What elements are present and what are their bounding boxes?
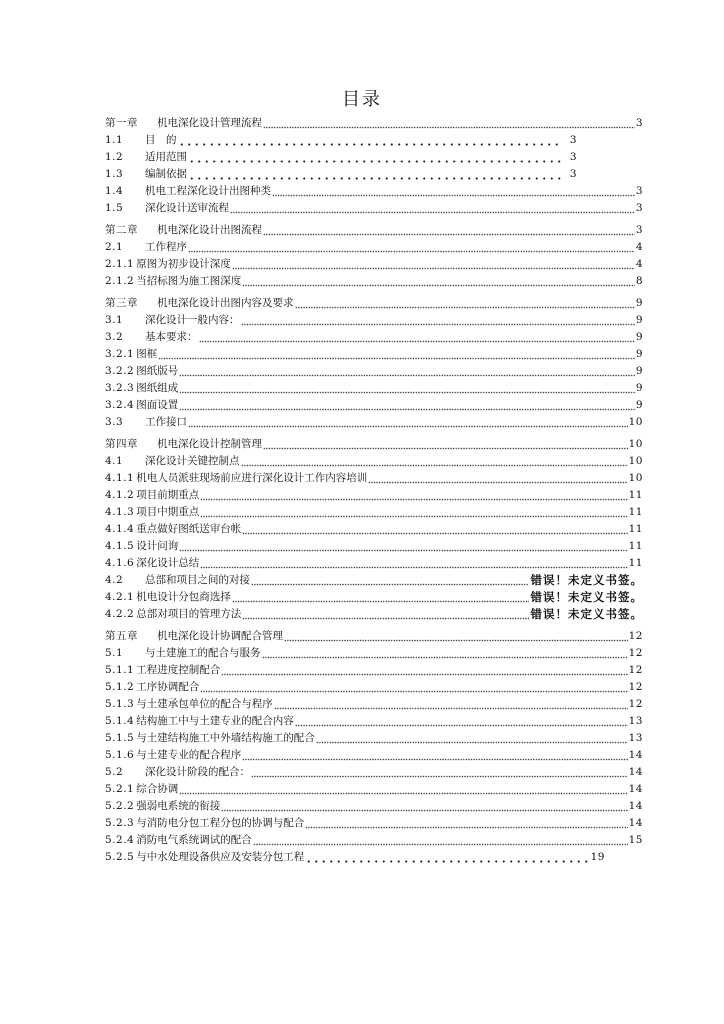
toc-page-number: 10	[628, 472, 643, 484]
toc-entry-number: 2.1	[105, 241, 124, 253]
toc-entry-number: 5.1.6	[105, 749, 135, 761]
toc-page-number: 3	[635, 202, 643, 214]
toc-entry[interactable]	[105, 572, 643, 589]
toc-page-number: 12	[628, 698, 643, 710]
toc-page-number: 4	[635, 241, 643, 253]
toc-entry[interactable]	[105, 730, 643, 747]
toc-entry[interactable]	[105, 166, 577, 183]
dot-leader	[178, 134, 563, 146]
toc-entry-label: 与土建施工的配合与服务	[145, 647, 261, 659]
dot-leader	[179, 783, 627, 795]
toc-entry-number: 第四章	[105, 438, 138, 450]
toc-page-number: 12	[628, 630, 643, 642]
toc-entry-number: 1.2	[105, 151, 124, 163]
dot-leader	[232, 258, 635, 270]
toc-page-number: 14	[628, 817, 643, 829]
toc-page-number: 3	[569, 134, 577, 146]
toc-entry-number: 4.2.1	[105, 591, 135, 603]
toc-page-number: 11	[628, 523, 643, 535]
dot-leader	[241, 455, 628, 467]
toc-entry-label: 编制依据	[145, 168, 187, 180]
toc-entry-number: 3.3	[105, 416, 124, 428]
toc-page-number: 3	[569, 151, 577, 163]
toc-page-number: 3	[635, 117, 643, 129]
toc-page-number: 3	[635, 224, 643, 236]
toc-entry-number: 1.4	[105, 185, 124, 197]
dot-leader	[368, 472, 627, 484]
toc-entry-number: 4.2.2	[105, 608, 135, 620]
toc-entry[interactable]	[105, 521, 643, 538]
toc-page-number: 9	[635, 399, 643, 411]
toc-entry[interactable]	[105, 849, 605, 866]
toc-entry-label: 工程进度控制配合	[136, 664, 221, 676]
toc-page-number: 10	[628, 416, 643, 428]
toc-chapter-entry[interactable]	[105, 436, 643, 453]
dot-leader	[199, 331, 635, 343]
toc-entry-number: 第一章	[105, 117, 138, 129]
toc-entry-number: 5.1.1	[105, 664, 135, 676]
toc-page-number: 14	[628, 800, 643, 812]
dot-leader	[188, 151, 563, 163]
toc-entry-label: 机电深化设计出图内容及要求	[157, 297, 294, 309]
toc-entry-number: 4.1	[105, 455, 124, 467]
toc-entry-label: 机电深化设计协调配合管理	[157, 630, 283, 642]
toc-page-number: 14	[628, 766, 643, 778]
toc-entry-label: 深化设计总结	[136, 557, 200, 569]
toc-entry-number: 5.1.2	[105, 681, 135, 693]
toc-entry-label: 与土建结构施工中外墙结构施工的配合	[136, 732, 315, 744]
dot-leader	[230, 202, 635, 214]
dot-leader	[262, 647, 628, 659]
toc-chapter-entry[interactable]	[105, 115, 643, 132]
toc-entry[interactable]	[105, 273, 643, 290]
toc-entry[interactable]	[105, 397, 643, 414]
dot-leader	[179, 365, 635, 377]
toc-entry-number: 3.1	[105, 314, 124, 326]
toc-entry-label: 图纸版号	[136, 365, 179, 377]
toc-entry-number: 5.2.3	[105, 817, 135, 829]
toc-entry-label: 与土建承包单位的配合与程序	[136, 698, 273, 710]
toc-entry-label: 深化设计送审流程	[145, 202, 229, 214]
toc-entry[interactable]	[105, 256, 643, 273]
toc-entry[interactable]	[105, 132, 577, 149]
toc-entry[interactable]	[105, 329, 643, 346]
toc-entry-number: 5.2.1	[105, 783, 135, 795]
toc-entry-label: 与消防电分包工程分包的协调与配合	[136, 817, 305, 829]
toc-entry[interactable]	[105, 696, 643, 713]
toc-entry[interactable]	[105, 183, 643, 200]
toc-page-number: 14	[628, 783, 643, 795]
toc-entry-number: 5.1.3	[105, 698, 135, 710]
toc-entry-number: 4.1.6	[105, 557, 135, 569]
toc-entry[interactable]	[105, 781, 643, 798]
dot-leader	[263, 117, 635, 129]
toc-page-number: 13	[628, 715, 643, 727]
toc-page-number: 9	[635, 365, 643, 377]
toc-entry[interactable]	[105, 764, 643, 781]
toc-entry-number: 2.1.1	[105, 258, 135, 270]
toc-entry-label: 综合协调	[136, 783, 179, 795]
toc-entry[interactable]	[105, 606, 643, 623]
dot-leader	[284, 630, 628, 642]
toc-entry-label: 与土建专业的配合程序	[136, 749, 242, 761]
toc-entry[interactable]	[105, 832, 643, 849]
toc-entry-label: 当招标图为施工图深度	[136, 275, 242, 287]
toc-entry[interactable]	[105, 312, 643, 329]
toc-entry-label: 机电设计分包商选择	[136, 591, 231, 603]
toc-entry-label: 重点做好图纸送审台帐	[136, 523, 242, 535]
toc-entry-number: 3.2.4	[105, 399, 135, 411]
toc-page-number: 11	[628, 557, 643, 569]
toc-entry-number: 5.1	[105, 647, 124, 659]
toc-entry-label: 深化设计一般内容：	[145, 314, 240, 326]
toc-page-number: 15	[628, 834, 643, 846]
toc-entry-number: 4.1.5	[105, 540, 135, 552]
toc-entry-label: 结构施工中与土建专业的配合内容	[136, 715, 294, 727]
dot-leader	[316, 732, 628, 744]
dot-leader	[242, 749, 627, 761]
toc-page-number: 11	[628, 506, 643, 518]
toc-entry-number: 1.1	[105, 134, 124, 146]
dot-leader	[241, 314, 635, 326]
toc-entry-label: 总部对项目的管理方法	[136, 608, 242, 620]
toc-page-number: 11	[628, 540, 643, 552]
table-of-contents	[105, 115, 643, 866]
toc-entry[interactable]	[105, 662, 643, 679]
toc-page-number: 3	[569, 168, 577, 180]
toc-page-number: 8	[635, 275, 643, 287]
toc-entry[interactable]	[105, 470, 643, 487]
toc-entry-label: 机电深化设计出图流程	[157, 224, 262, 236]
dot-leader	[179, 399, 635, 411]
dot-leader	[242, 608, 528, 620]
dot-leader	[251, 766, 628, 778]
toc-page-number: 10	[628, 438, 643, 450]
dot-leader	[305, 851, 589, 863]
dot-leader	[200, 506, 627, 518]
toc-entry[interactable]	[105, 149, 577, 166]
toc-entry[interactable]	[105, 200, 643, 217]
toc-entry[interactable]	[105, 679, 643, 696]
toc-entry-label: 图纸组成	[136, 382, 179, 394]
dot-leader	[295, 715, 628, 727]
toc-entry-number: 2.1.2	[105, 275, 135, 287]
toc-entry-label: 图框	[136, 348, 158, 360]
dot-leader	[305, 817, 627, 829]
toc-entry[interactable]	[105, 346, 643, 363]
dot-leader	[188, 241, 635, 253]
toc-entry-number: 4.1.3	[105, 506, 135, 518]
toc-entry-number: 4.1.1	[105, 472, 135, 484]
dot-leader	[188, 168, 563, 180]
dot-leader	[242, 275, 635, 287]
toc-entry-number: 3.2.1	[105, 348, 135, 360]
toc-entry-number: 第三章	[105, 297, 138, 309]
toc-entry-number: 1.5	[105, 202, 124, 214]
toc-entry-label: 项目中期重点	[136, 506, 200, 518]
toc-page-number: 10	[628, 455, 643, 467]
toc-page-number: 9	[635, 331, 643, 343]
toc-page-number: 12	[628, 681, 643, 693]
toc-entry-label: 工作接口	[145, 416, 187, 428]
dot-leader	[158, 348, 635, 360]
toc-entry[interactable]	[105, 487, 643, 504]
bookmark-error-text: 错误！未定义书签。	[530, 590, 643, 604]
toc-page-number: 9	[635, 314, 643, 326]
dot-leader	[200, 557, 627, 569]
toc-chapter-entry[interactable]	[105, 295, 643, 312]
toc-entry[interactable]	[105, 504, 643, 521]
bookmark-error-text: 错误！未定义书签。	[530, 573, 643, 587]
toc-entry-label: 工作程序	[145, 241, 187, 253]
toc-entry-label: 机电人员派驻现场前应进行深化设计工作内容培训	[136, 472, 368, 484]
dot-leader	[200, 489, 627, 501]
toc-entry-label: 工序协调配合	[136, 681, 200, 693]
toc-page-number: 11	[628, 489, 643, 501]
toc-chapter-entry[interactable]	[105, 222, 643, 239]
toc-entry-number: 5.2.5	[105, 851, 135, 863]
dot-leader	[221, 664, 627, 676]
toc-page-number: 3	[635, 185, 643, 197]
toc-entry-label: 适用范围	[145, 151, 187, 163]
toc-entry-number: 第五章	[105, 630, 138, 642]
dot-leader	[253, 834, 628, 846]
toc-page-number: 9	[635, 297, 643, 309]
toc-entry[interactable]	[105, 538, 643, 555]
toc-entry-label: 深化设计阶段的配合：	[145, 766, 250, 778]
toc-entry-number: 5.2	[105, 766, 124, 778]
dot-leader	[274, 698, 628, 710]
toc-entry-label: 机电工程深化设计出图种类	[145, 185, 271, 197]
toc-entry[interactable]	[105, 555, 643, 572]
dot-leader	[242, 523, 627, 535]
dot-leader	[232, 591, 529, 603]
toc-entry-number: 5.1.4	[105, 715, 135, 727]
toc-entry-label: 图面设置	[136, 399, 179, 411]
dot-leader	[263, 224, 635, 236]
dot-leader	[221, 800, 627, 812]
toc-entry[interactable]	[105, 453, 643, 470]
toc-entry-number: 1.3	[105, 168, 124, 180]
toc-entry-number: 3.2.2	[105, 365, 135, 377]
toc-entry-label: 与中水处理设备供应及安装分包工程	[136, 851, 305, 863]
toc-entry-number: 第二章	[105, 224, 138, 236]
toc-entry-number: 3.2.3	[105, 382, 135, 394]
dot-leader	[200, 681, 627, 693]
dot-leader	[263, 438, 628, 450]
toc-entry[interactable]	[105, 747, 643, 764]
toc-entry-label: 机电深化设计管理流程	[157, 117, 262, 129]
toc-entry-label: 基本要求：	[145, 331, 198, 343]
toc-entry[interactable]	[105, 589, 643, 606]
toc-entry[interactable]	[105, 713, 643, 730]
toc-entry-label: 目 的	[145, 134, 177, 146]
page-title: 目录	[342, 89, 382, 110]
toc-entry[interactable]	[105, 645, 643, 662]
toc-entry-number: 5.1.5	[105, 732, 135, 744]
toc-entry[interactable]	[105, 414, 643, 431]
toc-entry-number: 5.2.4	[105, 834, 135, 846]
toc-page-number: 4	[635, 258, 643, 270]
toc-entry-label: 强弱电系统的衔接	[136, 800, 221, 812]
toc-entry-number: 4.2	[105, 574, 124, 586]
dot-leader	[179, 540, 627, 552]
toc-entry-label: 深化设计关键控制点	[145, 455, 240, 467]
toc-entry-label: 原图为初步设计深度	[136, 258, 231, 270]
toc-entry-number: 5.2.2	[105, 800, 135, 812]
dot-leader	[251, 574, 529, 586]
toc-page-number: 12	[628, 647, 643, 659]
toc-entry-label: 项目前期重点	[136, 489, 200, 501]
toc-page-number: 12	[628, 664, 643, 676]
dot-leader	[179, 382, 635, 394]
toc-chapter-entry[interactable]	[105, 628, 643, 645]
toc-page-number: 19	[590, 851, 605, 863]
bookmark-error-text: 错误！未定义书签。	[530, 607, 643, 621]
toc-entry-label: 设计问询	[136, 540, 179, 552]
toc-page-number: 14	[628, 749, 643, 761]
toc-page-number: 9	[635, 382, 643, 394]
toc-entry-label: 总部和项目之间的对接	[145, 574, 250, 586]
dot-leader	[295, 297, 635, 309]
toc-entry-label: 消防电气系统调试的配合	[136, 834, 252, 846]
toc-entry-number: 3.2	[105, 331, 124, 343]
toc-entry-number: 4.1.2	[105, 489, 135, 501]
dot-leader	[188, 416, 628, 428]
toc-entry[interactable]	[105, 815, 643, 832]
toc-page-number: 13	[628, 732, 643, 744]
toc-entry-number: 4.1.4	[105, 523, 135, 535]
toc-entry[interactable]	[105, 798, 643, 815]
toc-page-number: 9	[635, 348, 643, 360]
toc-entry-label: 机电深化设计控制管理	[157, 438, 262, 450]
toc-entry[interactable]	[105, 239, 643, 256]
toc-entry[interactable]	[105, 363, 643, 380]
dot-leader	[272, 185, 635, 197]
toc-entry[interactable]	[105, 380, 643, 397]
